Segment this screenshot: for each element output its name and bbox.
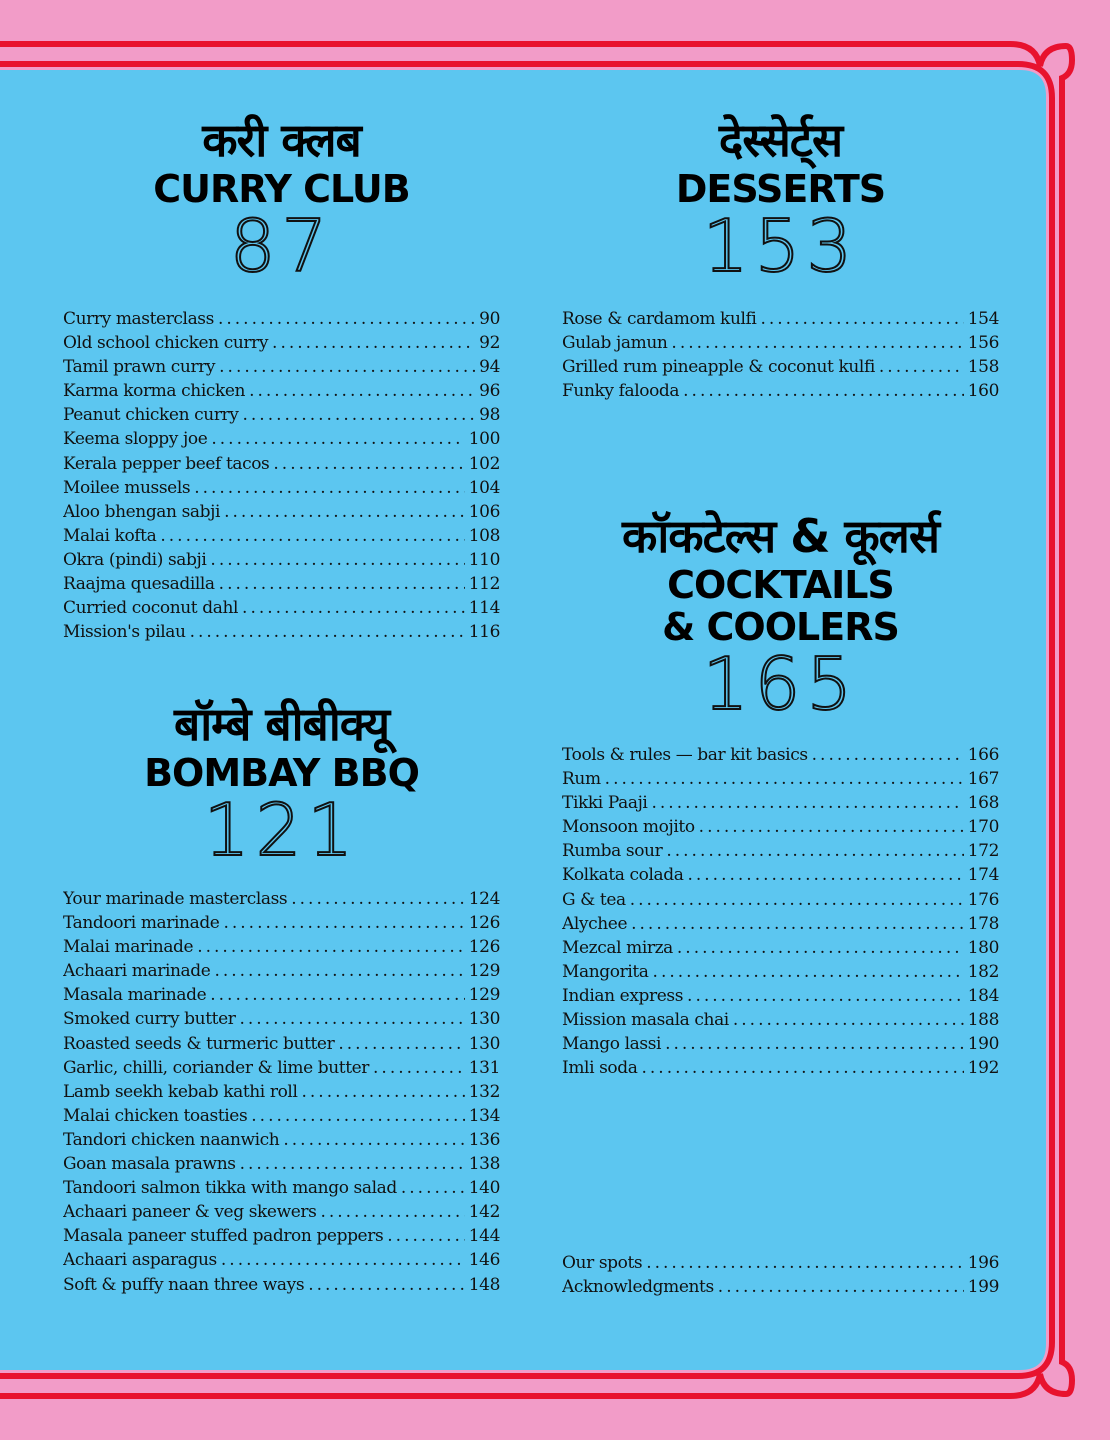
cocktails-toc-list <box>562 743 999 1080</box>
toc-entry-page: 129 <box>468 985 500 1006</box>
toc-entry <box>63 452 500 476</box>
toc-entry-page: 148 <box>468 1274 500 1295</box>
dot-leader <box>214 959 464 983</box>
toc-entry-title: Rose & cardamom kulfi <box>562 309 757 329</box>
dot-leader <box>194 476 465 500</box>
toc-entry-title: Peanut chicken curry <box>63 405 239 426</box>
toc-entry-page: 174 <box>967 865 999 886</box>
toc-entry-title: Tamil prawn curry <box>63 357 216 378</box>
toc-entry-page: 112 <box>468 574 500 595</box>
dot-leader <box>211 427 464 451</box>
toc-entry-title: Tandoori salmon tikka with mango salad <box>63 1178 397 1199</box>
toc-entry-page: 199 <box>967 1277 999 1298</box>
toc-entry-title: Mango lassi <box>562 1034 662 1055</box>
cocktails-title-line2: & COOLERS <box>662 605 899 649</box>
dot-leader <box>653 960 964 984</box>
toc-entry-title: Tikki Paaji <box>562 793 648 814</box>
toc-entry-title: Aloo bhengan sabji <box>63 501 221 522</box>
toc-entry <box>63 1200 500 1224</box>
toc-entry-page: 132 <box>468 1081 500 1102</box>
toc-entry-page: 140 <box>468 1178 500 1199</box>
toc-entry <box>562 863 999 887</box>
toc-entry-page: 182 <box>967 961 999 982</box>
toc-entry-title: Moilee mussels <box>63 477 191 498</box>
toc-entry <box>562 888 999 912</box>
toc-entry-page: 129 <box>468 961 500 982</box>
toc-entry-page: 180 <box>967 937 999 958</box>
desserts-page-number: 153 <box>702 204 859 288</box>
toc-entry <box>562 815 999 839</box>
toc-entry-page: 184 <box>967 985 999 1006</box>
curry-toc-list <box>63 307 500 644</box>
toc-entry-page: 136 <box>468 1129 500 1150</box>
dot-leader <box>699 815 964 839</box>
dot-leader <box>401 1176 465 1200</box>
dot-leader <box>760 307 963 331</box>
dot-leader <box>239 1007 464 1031</box>
toc-entry <box>562 1008 999 1032</box>
toc-entry-page: 102 <box>468 453 500 474</box>
bbq-header <box>63 696 500 872</box>
toc-entry-page: 167 <box>967 769 999 790</box>
toc-entry-page: 154 <box>967 309 999 329</box>
dot-leader <box>812 743 964 767</box>
toc-entry <box>562 936 999 960</box>
toc-entry-title: Karma korma chicken <box>63 381 246 402</box>
toc-entry <box>63 887 500 911</box>
toc-entry <box>562 355 999 379</box>
section-bombay-bbq <box>63 696 500 872</box>
dot-leader <box>718 1275 964 1299</box>
toc-entry <box>562 791 999 815</box>
toc-entry <box>562 984 999 1008</box>
dot-leader <box>291 887 465 911</box>
toc-entry <box>562 307 999 331</box>
toc-entry <box>63 1007 500 1031</box>
toc-entry <box>63 331 500 355</box>
toc-entry <box>63 1224 500 1248</box>
dot-leader <box>221 1248 465 1272</box>
toc-entry-page: 160 <box>967 381 999 402</box>
dot-leader <box>387 1224 464 1248</box>
toc-entry <box>63 1152 500 1176</box>
toc-entry-page: 96 <box>479 381 500 402</box>
dot-leader <box>665 1032 964 1056</box>
toc-entry-title: Keema sloppy joe <box>63 429 208 450</box>
dot-leader <box>273 452 464 476</box>
toc-entry-page: 134 <box>468 1105 500 1126</box>
toc-entry <box>562 1275 999 1299</box>
toc-entry <box>63 1273 500 1297</box>
toc-entry-title: Goan masala prawns <box>63 1154 236 1175</box>
desserts-toc-list <box>562 307 999 403</box>
toc-entry-title: Curried coconut dahl <box>63 598 239 619</box>
toc-entry-title: Mission masala chai <box>562 1010 729 1031</box>
dot-leader <box>631 912 964 936</box>
dot-leader <box>283 1128 464 1152</box>
toc-entry <box>63 572 500 596</box>
extras-toc-list <box>562 1251 999 1299</box>
toc-entry-title: Tandoori marinade <box>63 913 220 934</box>
bbq-toc-list <box>63 887 500 1297</box>
dot-leader <box>190 620 465 644</box>
dot-leader <box>320 1200 464 1224</box>
toc-entry-page: 130 <box>468 1033 500 1054</box>
desserts-title: DESSERTS <box>675 167 886 211</box>
toc-entry <box>562 912 999 936</box>
toc-entry-page: 142 <box>468 1202 500 1223</box>
curry-hindi-title: करी क्लब <box>202 113 361 167</box>
dot-leader <box>605 767 964 791</box>
cocktails-header <box>562 508 999 726</box>
toc-entry <box>63 355 500 379</box>
toc-entry <box>562 379 999 403</box>
toc-entry-page: 146 <box>468 1250 500 1271</box>
dot-leader <box>242 403 475 427</box>
section-cocktails <box>562 508 999 726</box>
toc-entry <box>63 935 500 959</box>
dot-leader <box>251 1104 464 1128</box>
toc-entry-page: 144 <box>468 1226 500 1247</box>
dot-leader <box>666 839 963 863</box>
toc-entry-page: 106 <box>468 501 500 522</box>
toc-entry-page: 168 <box>967 793 999 814</box>
toc-entry-page: 172 <box>967 841 999 862</box>
dot-leader <box>683 379 964 403</box>
toc-entry-page: 124 <box>468 889 500 909</box>
toc-entry-title: Mezcal mirza <box>562 937 673 958</box>
dot-leader <box>651 791 963 815</box>
toc-entry <box>63 959 500 983</box>
dot-leader <box>240 1152 465 1176</box>
toc-entry-title: Tools & rules — bar kit basics <box>562 745 808 765</box>
toc-entry-page: 104 <box>468 477 500 498</box>
dot-leader <box>210 983 465 1007</box>
toc-entry-title: Soft & puffy naan three ways <box>63 1274 305 1295</box>
toc-entry-title: Indian express <box>562 985 684 1006</box>
toc-entry <box>63 620 500 644</box>
toc-entry-page: 158 <box>967 357 999 378</box>
toc-entry-page: 192 <box>967 1058 999 1079</box>
toc-entry <box>63 911 500 935</box>
toc-entry <box>63 427 500 451</box>
toc-entry-title: Gulab jamun <box>562 333 668 354</box>
toc-entry-title: Malai kofta <box>63 525 157 546</box>
toc-entry-page: 110 <box>468 549 500 570</box>
toc-entry-title: Malai marinade <box>63 937 194 958</box>
toc-entry-title: Achaari paneer & veg skewers <box>63 1202 317 1223</box>
toc-entry <box>562 1032 999 1056</box>
toc-entry-page: 188 <box>967 1010 999 1031</box>
bbq-title: BOMBAY BBQ <box>144 751 419 795</box>
toc-entry-title: Funky falooda <box>562 381 680 402</box>
dot-leader <box>197 935 465 959</box>
toc-entry-title: Roasted seeds & turmeric butter <box>63 1033 335 1054</box>
desserts-header <box>562 112 999 288</box>
cocktails-page-number: 165 <box>702 642 859 726</box>
toc-entry-page: 170 <box>967 817 999 838</box>
toc-entry-title: Old school chicken curry <box>63 333 269 354</box>
toc-entry-title: Monsoon mojito <box>562 817 695 838</box>
toc-entry <box>562 960 999 984</box>
cocktails-title-line1: COCKTAILS <box>667 563 894 607</box>
toc-entry <box>63 524 500 548</box>
curry-header <box>63 112 500 288</box>
dot-leader <box>733 1008 964 1032</box>
toc-entry-title: Our spots <box>562 1253 643 1273</box>
dot-leader <box>373 1056 465 1080</box>
toc-entry-title: Kerala pepper beef tacos <box>63 453 270 474</box>
toc-entry <box>63 1104 500 1128</box>
toc-entry-page: 131 <box>468 1057 500 1078</box>
dot-leader <box>218 307 475 331</box>
toc-entry-title: Achaari marinade <box>63 961 211 982</box>
toc-entry <box>562 1056 999 1080</box>
dot-leader <box>671 331 963 355</box>
toc-entry <box>63 1080 500 1104</box>
toc-entry-page: 196 <box>967 1253 999 1273</box>
dot-leader <box>219 355 475 379</box>
dot-leader <box>687 863 963 887</box>
dot-leader <box>210 548 464 572</box>
toc-entry-title: Rumba sour <box>562 841 663 862</box>
toc-entry-page: 138 <box>468 1154 500 1175</box>
toc-entry-page: 156 <box>967 333 999 354</box>
toc-entry-page: 108 <box>468 525 500 546</box>
dot-leader <box>302 1080 465 1104</box>
dot-leader <box>219 572 465 596</box>
toc-entry-title: Mission's pilau <box>63 622 186 643</box>
toc-entry-title: Masala paneer stuffed padron peppers <box>63 1226 384 1247</box>
section-curry-club <box>63 112 500 288</box>
toc-entry <box>562 331 999 355</box>
dot-leader <box>630 888 964 912</box>
dot-leader <box>646 1251 964 1275</box>
toc-entry <box>63 307 500 331</box>
toc-entry-page: 92 <box>479 333 500 354</box>
dot-leader <box>308 1273 465 1297</box>
toc-entry-page: 176 <box>967 889 999 910</box>
toc-entry-title: G & tea <box>562 889 626 910</box>
toc-entry-page: 114 <box>468 598 500 619</box>
dot-leader <box>272 331 475 355</box>
toc-entry-page: 98 <box>479 405 500 426</box>
dot-leader <box>677 936 964 960</box>
toc-entry-page: 126 <box>468 937 500 958</box>
toc-entry-page: 116 <box>468 622 500 643</box>
dot-leader <box>687 984 964 1008</box>
dot-leader <box>338 1032 464 1056</box>
toc-entry <box>63 1248 500 1272</box>
dot-leader <box>642 1056 964 1080</box>
toc-entry-title: Grilled rum pineapple & coconut kulfi <box>562 357 875 378</box>
toc-entry <box>63 476 500 500</box>
toc-entry-page: 178 <box>967 913 999 934</box>
curry-page-number: 87 <box>229 204 334 288</box>
toc-entry-title: Masala marinade <box>63 985 207 1006</box>
desserts-hindi-title: देस्सेर्ट्स <box>718 113 843 167</box>
toc-entry-title: Malai chicken toasties <box>63 1105 248 1126</box>
bbq-hindi-title: बॉम्बे बीबीक्यू <box>173 697 390 751</box>
toc-entry <box>63 548 500 572</box>
toc-entry-title: Achaari asparagus <box>63 1250 217 1271</box>
toc-entry-page: 90 <box>479 309 500 329</box>
toc-entry <box>63 403 500 427</box>
toc-entry-title: Kolkata colada <box>562 865 684 886</box>
toc-entry-title: Alychee <box>562 913 628 934</box>
toc-entry <box>63 1056 500 1080</box>
toc-entry-page: 190 <box>967 1034 999 1055</box>
toc-entry <box>63 596 500 620</box>
toc-entry <box>562 1251 999 1275</box>
toc-entry-page: 166 <box>967 745 999 765</box>
toc-entry <box>562 743 999 767</box>
toc-entry-title: Acknowledgments <box>562 1277 714 1298</box>
toc-entry <box>63 983 500 1007</box>
toc-entry-title: Raajma quesadilla <box>63 574 215 595</box>
toc-entry-title: Curry masterclass <box>63 309 214 329</box>
dot-leader <box>224 500 465 524</box>
toc-entry <box>63 1032 500 1056</box>
toc-entry <box>63 1176 500 1200</box>
toc-entry-title: Imli soda <box>562 1058 638 1079</box>
toc-entry-title: Okra (pindi) sabji <box>63 549 207 570</box>
toc-entry <box>63 500 500 524</box>
toc-entry-page: 130 <box>468 1009 500 1030</box>
toc-entry-page: 94 <box>479 357 500 378</box>
dot-leader <box>160 524 464 548</box>
dot-leader <box>249 379 475 403</box>
toc-entry-title: Your marinade masterclass <box>63 889 288 909</box>
toc-entry-title: Garlic, chilli, coriander & lime butter <box>63 1057 370 1078</box>
cocktails-hindi-title: कॉकटेल्स & कूलर्स <box>622 509 939 563</box>
toc-entry-title: Smoked curry butter <box>63 1009 236 1030</box>
toc-entry <box>63 379 500 403</box>
toc-entry <box>63 1128 500 1152</box>
section-desserts <box>562 112 999 288</box>
toc-entry-title: Mangorita <box>562 961 649 982</box>
toc-entry-title: Tandori chicken naanwich <box>63 1129 280 1150</box>
dot-leader <box>879 355 964 379</box>
bbq-page-number: 121 <box>203 788 360 872</box>
toc-entry-title: Rum <box>562 769 601 790</box>
toc-entry <box>562 839 999 863</box>
dot-leader <box>242 596 465 620</box>
toc-entry-title: Lamb seekh kebab kathi roll <box>63 1081 298 1102</box>
toc-entry-page: 126 <box>468 913 500 934</box>
dot-leader <box>223 911 464 935</box>
toc-entry-page: 100 <box>468 429 500 450</box>
curry-title: CURRY CLUB <box>153 167 410 211</box>
toc-entry <box>562 767 999 791</box>
